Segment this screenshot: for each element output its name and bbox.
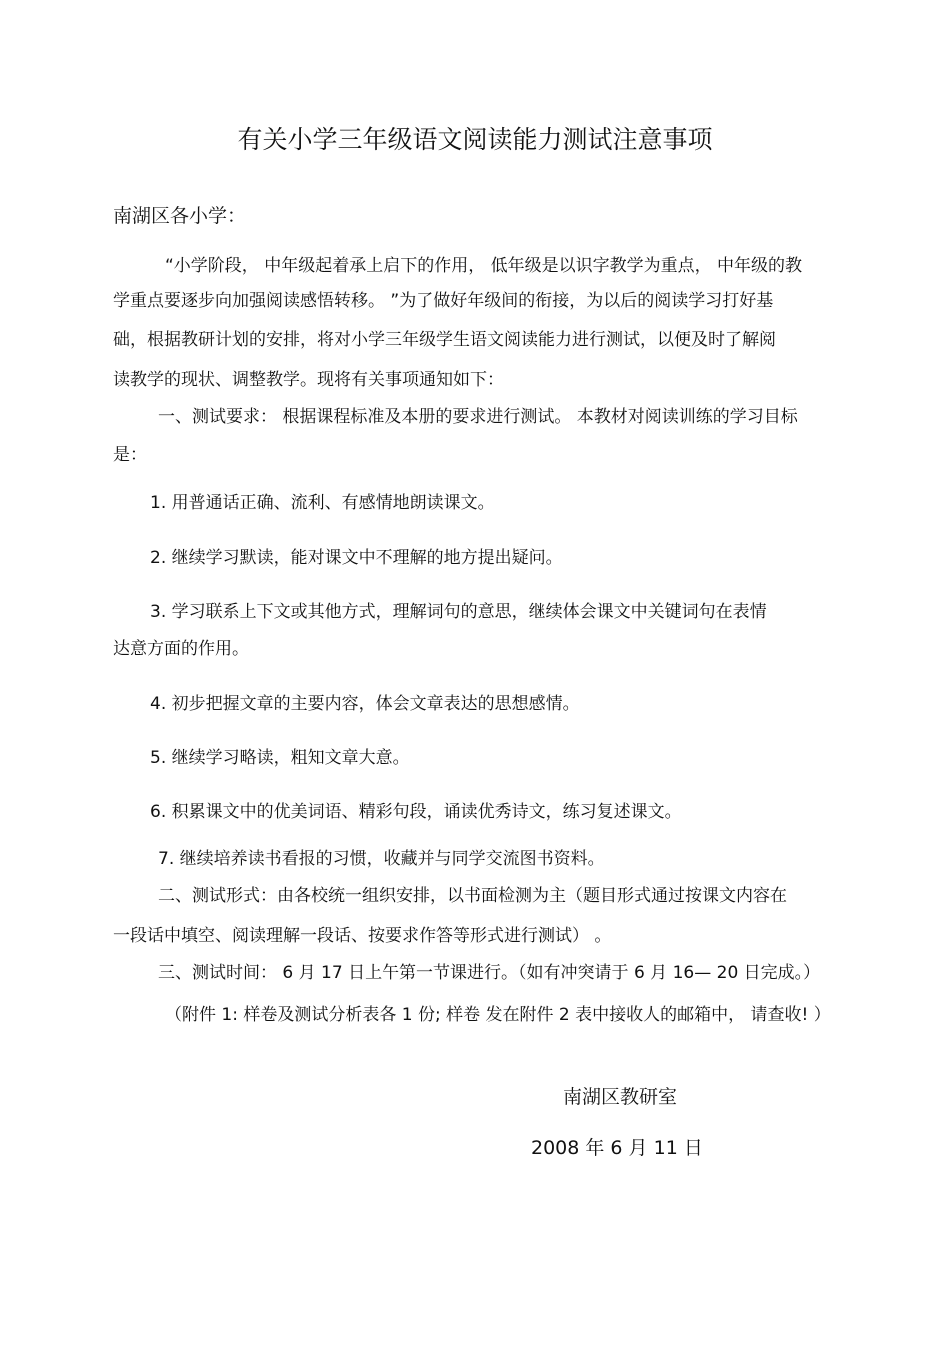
list-item: 7. 继续培养读书看报的习惯，收藏并与同学交流图书资料。 [158,849,605,869]
list-item: 2. 继续学习默读，能对课文中不理解的地方提出疑问。 [150,548,563,568]
salutation: 南湖区各小学： [113,205,247,227]
list-item: 3. 学习联系上下文或其他方式，理解词句的意思，继续体会课文中关键词句在表情 [150,602,767,622]
signature-org: 南湖区教研室 [563,1086,678,1108]
signature-date: 2008 年 6 月 11 日 [531,1137,703,1159]
intro-line: 学重点要逐步向加强阅读感悟转移。 ”为了做好年级间的衔接，为以后的阅读学习打好基 [113,291,774,311]
section-line: 一、测试要求： 根据课程标准及本册的要求进行测试。 本教材对阅读训练的学习目标 [158,407,798,427]
list-item: 5. 继续学习略读，粗知文章大意。 [150,748,410,768]
attachment-note: （附件 1: 样卷及测试分析表各 1 份; 样卷 发在附件 2 表中接收人的邮箱中， 请查收! ） [165,1005,831,1025]
section-line: 一段话中填空、阅读理解一段话、按要求作答等形式进行测试） 。 [113,926,612,946]
list-item: 1. 用普通话正确、流利、有感情地朗读课文。 [150,493,495,513]
section-line: 是： [113,445,147,465]
section-time: 三、测试时间： 6 月 17 日上午第一节课进行。（如有冲突请于 6 月 16— 20 日完成。） [158,963,821,983]
list-item-continuation: 达意方面的作用。 [113,639,249,659]
list-item: 6. 积累课文中的优美词语、精彩句段，诵读优秀诗文，练习复述课文。 [150,802,682,822]
section-line: 二、测试形式：由各校统一组织安排，以书面检测为主（题目形式通过按课文内容在 [158,886,787,906]
intro-line: “小学阶段， 中年级起着承上启下的作用， 低年级是以识字教学为重点， 中年级的教 [165,256,803,276]
intro-line: 础，根据教研计划的安排，将对小学三年级学生语文阅读能力进行测试，以便及时了解阅 [113,330,776,350]
document-title: 有关小学三年级语文阅读能力测试注意事项 [237,125,713,154]
intro-line: 读教学的现状、调整教学。现将有关事项通知如下： [113,370,504,390]
list-item: 4. 初步把握文章的主要内容，体会文章表达的思想感情。 [150,694,580,714]
